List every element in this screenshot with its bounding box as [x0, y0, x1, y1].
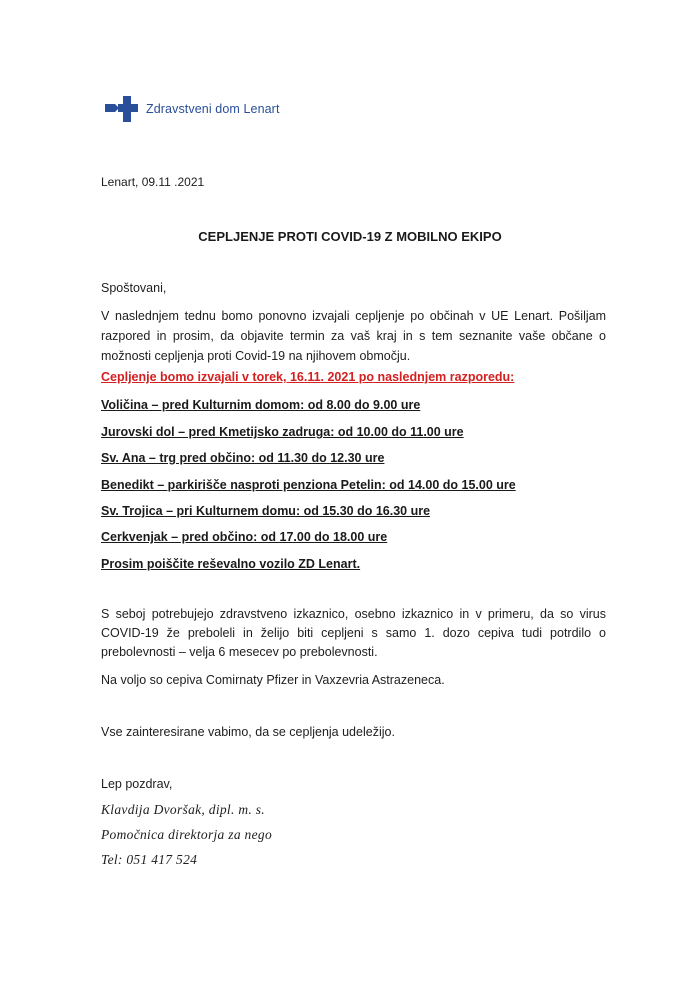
invitation-paragraph: Vse zainteresirane vabimo, da se cepljenja udeležijo. — [101, 725, 395, 739]
medical-cross-logo-icon — [104, 94, 140, 124]
vehicle-note: Prosim poiščite reševalno vozilo ZD Lenart. — [101, 557, 361, 571]
closing: Lep pozdrav, — [101, 777, 173, 791]
schedule-item-cerkvenjak: Cerkvenjak – pred občino: od 17.00 do 18.00 ure — [101, 530, 388, 544]
letter-title: CEPLJENJE PROTI COVID-19 Z MOBILNO EKIPO — [198, 229, 502, 244]
intro-paragraph: V naslednjem tednu bomo ponovno izvajali cepljenje po občinah v UE Lenart. Pošiljam razpored in prosim, da objavite termin za vaš kraj in s tem seznanite vaše občane o možnosti cepljenja proti Covid-19 na njihovem območju. — [101, 309, 606, 363]
signature-phone: Tel: 051 417 524 — [101, 852, 198, 867]
letter-date: Lenart, 09.11 .2021 — [101, 175, 205, 189]
schedule-item-jurovski-dol: Jurovski dol – pred Kmetijsko zadruga: od 10.00 do 11.00 ure — [101, 425, 464, 439]
greeting: Spoštovani, — [101, 281, 167, 295]
vaccines-paragraph: Na voljo so cepiva Comirnaty Pfizer in Vaxzevria Astrazeneca. — [101, 673, 445, 687]
signature-name: Klavdija Dvoršak, dipl. m. s. — [101, 802, 265, 817]
schedule-item-sv-ana: Sv. Ana – trg pred občino: od 11.30 do 12.30 ure — [101, 451, 385, 465]
signature-role: Pomočnica direktorja za nego — [101, 827, 272, 842]
schedule-heading: Cepljenje bomo izvajali v torek, 16.11. 2021 po naslednjem razporedu: — [101, 370, 515, 384]
schedule-item-sv-trojica: Sv. Trojica – pri Kulturnem domu: od 15.30 do 16.30 ure — [101, 504, 431, 518]
schedule-item-benedikt: Benedikt – parkirišče nasproti penziona Petelin: od 14.00 do 15.00 ure — [101, 478, 516, 492]
requirements-paragraph: S seboj potrebujejo zdravstveno izkaznico, osebno izkaznico in v primeru, da so virus COVID-19 že preboleli in želijo biti cepljeni s samo 1. dozo cepiva tudi potrdilo o prebolevnosti – velja 6 mesecev po prebolevnosti. — [101, 607, 606, 659]
org-logo — [104, 94, 280, 124]
org-name: Zdravstveni dom Lenart — [146, 102, 280, 116]
schedule-item-volicina: Voličina – pred Kulturnim domom: od 8.00 do 9.00 ure — [101, 398, 421, 412]
